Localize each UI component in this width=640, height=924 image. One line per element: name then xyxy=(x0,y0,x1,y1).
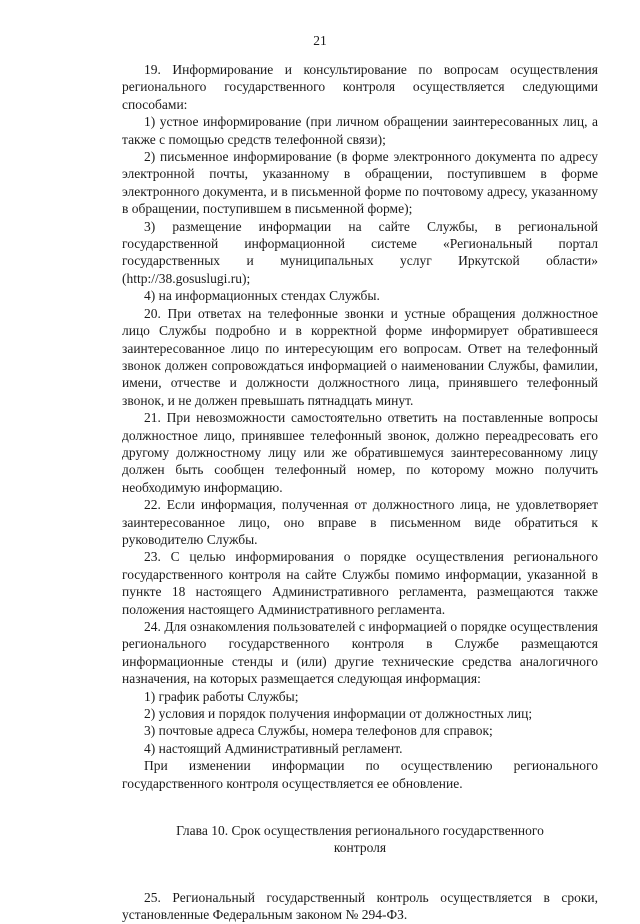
paragraph-20: 20. При ответах на телефонные звонки и устные обращения должностное лицо Службы подробно и в корректной форме информирует обратившееся заинтересованное лицо по интересующим его вопросам. Ответ на телефонный звонок должен сопровождаться информацией о наименовании Службы, фамилии, имени, отчестве и должности должностного лица, принявшего телефонный звонок, и не должен превышать пятнадцать минут. xyxy=(122,305,598,408)
paragraph-24-item-2: 2) условия и порядок получения информации от должностных лиц; xyxy=(144,706,533,722)
paragraph-25: 25. Региональный государственный контроль осуществляется в сроки, установленные Федеральным законом № 294-ФЗ. xyxy=(122,889,598,923)
paragraph-23: 23. С целью информирования о порядке осуществления регионального государственного контроля на сайте Службы помимо информации, указанной в пункте 18 настоящего Административного регламента, размещаются также положения настоящего Административного регламента. xyxy=(122,549,598,617)
paragraph-24-item-4: 4) настоящий Административный регламент. xyxy=(144,740,403,756)
paragraph-24-lead: 24. Для ознакомления пользователей с информацией о порядке осуществления регионального государственного контроля в Службе размещаются информационные стенды и (или) другие технические средства аналогичного назначения, на которых размещается следующая информация: xyxy=(122,619,598,687)
paragraph-24-item-3: 3) почтовые адреса Службы, номера телефонов для справок; xyxy=(144,723,493,739)
page-number: 21 xyxy=(313,33,327,48)
paragraph-22: 22. Если информация, полученная от должностного лица, не удовлетворяет заинтересованное лицо, оно вправе в письменном виде обратиться к руководителю Службы. xyxy=(122,497,598,547)
paragraph-19-lead: 19. Информирование и консультирование по вопросам осуществления регионального государственного контроля осуществляется следующими способами: xyxy=(122,62,598,112)
paragraph-24-item-1: 1) график работы Службы; xyxy=(144,688,299,704)
paragraph-19-item-1: 1) устное информирование (при личном обращении заинтересованных лиц, а также с помощью средств телефонной связи); xyxy=(122,114,598,147)
paragraph-19-item-2: 2) письменное информирование (в форме электронного документа по адресу электронной почты, указанному в обращении, поступившем в форме электронного документа, и в письменной форме по почтовому адресу, указанному в обращении, поступившем в письменной форме); xyxy=(122,149,598,217)
paragraph-19-item-4: 4) на информационных стендах Службы. xyxy=(144,288,380,304)
paragraph-21: 21. При невозможности самостоятельно ответить на поставленные вопросы должностное лицо, принявшее телефонный звонок, должно переадресовать его другому должностному лицу или же обратившемуся заинтересованному лицу должен быть сообщен телефонный номер, по которому можно получить необходимую информацию. xyxy=(122,410,598,495)
document-body xyxy=(122,61,598,924)
paragraph-19-item-3: 3) размещение информации на сайте Службы, в региональной государственной информационной системе «Региональный портал государственных и муниципальных услуг Иркутской области» (http://38.gosuslugi.ru); xyxy=(122,218,598,286)
chapter-10-heading: Глава 10. Срок осуществления регионального государственного контроля xyxy=(176,823,544,856)
paragraph-24-tail: При изменении информации по осуществлению регионального государственного контроля осуществляется ее обновление. xyxy=(122,758,598,791)
